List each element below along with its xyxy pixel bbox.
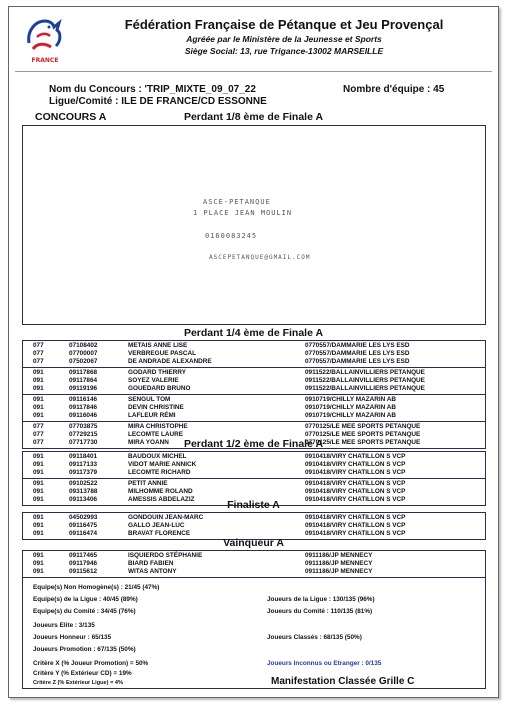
player-license: 09115612: [69, 568, 98, 575]
player-club: 0910418/VIRY CHATILLON S VCP: [305, 514, 406, 521]
header: [9, 7, 498, 77]
player-row: [23, 385, 485, 393]
statistics-box: [22, 577, 486, 689]
player-row: [23, 568, 485, 576]
stat-elite: Joueurs Elite : 3/135: [33, 622, 95, 629]
player-row: [23, 358, 485, 366]
player-club: 0770125/LE MEE SPORTS PETANQUE: [305, 439, 421, 446]
player-license: 07502067: [69, 358, 98, 365]
player-license: 09113406: [69, 496, 98, 503]
team-count: Nombre d'équipe : 45: [343, 84, 445, 95]
finaliste-box: [22, 512, 486, 540]
player-department: 091: [33, 480, 44, 487]
stat-comite-equipes: Equipe(s) du Comité : 34/45 (76%): [33, 608, 136, 615]
player-license: 09117133: [69, 461, 98, 468]
federation-title: Fédération Française de Pétanque et Jeu Provençal: [124, 17, 444, 32]
stat-honneur: Joueurs Honneur : 65/135: [33, 634, 112, 641]
player-department: 091: [33, 369, 44, 376]
player-license: 09116146: [69, 396, 98, 403]
player-name: LECOMTE LAURE: [128, 431, 184, 438]
player-license: 09117864: [69, 377, 98, 384]
club-stamp-phone: 0160083245: [205, 232, 258, 240]
player-club: 0770557/DAMMARIE LES LYS ESD: [305, 350, 410, 357]
player-department: 077: [33, 350, 44, 357]
player-department: 091: [33, 404, 44, 411]
team-group: [23, 513, 485, 539]
logo-text: FRANCE: [31, 57, 59, 64]
player-department: 091: [33, 552, 44, 559]
player-name: SOYEZ VALERIE: [128, 377, 179, 384]
player-department: 091: [33, 514, 44, 521]
player-name: AMESSIS ABDELAZIZ: [128, 496, 195, 503]
player-row: [23, 552, 485, 560]
player-license: 09117946: [69, 560, 98, 567]
player-club: 0770557/DAMMARIE LES LYS ESD: [305, 358, 410, 365]
player-license: 09117465: [69, 552, 98, 559]
player-row: [23, 453, 485, 461]
concours-label: CONCOURS A: [35, 111, 107, 123]
player-row: [23, 560, 485, 568]
section-title-huitieme: Perdant 1/8 ème de Finale A: [183, 111, 324, 123]
player-department: 091: [33, 385, 44, 392]
player-department: 077: [33, 342, 44, 349]
player-license: 09119196: [69, 385, 98, 392]
player-club: 0910418/VIRY CHATILLON S VCP: [305, 480, 406, 487]
player-club: 0910719/CHILLY MAZARIN AB: [305, 396, 397, 403]
player-name: SENGUL TOM: [128, 396, 171, 403]
club-stamp-email: ASCEPETANQUE@GMAIL.COM: [209, 254, 311, 261]
section-title-demi: Perdant 1/2 ème de Finale A: [183, 438, 324, 450]
player-department: 091: [33, 560, 44, 567]
player-name: MIRA CHRISTOPHE: [128, 423, 188, 430]
stat-critere-z: Critère Z (% Extérieur Ligue) = 4%: [33, 680, 123, 686]
player-name: GONDOUIN JEAN-MARC: [128, 514, 204, 521]
player-club: 0910418/VIRY CHATILLON S VCP: [305, 522, 406, 529]
player-club: 0911186/JP MENNECY: [305, 552, 373, 559]
player-name: DE ANDRADE ALEXANDRE: [128, 358, 212, 365]
player-department: 091: [33, 469, 44, 476]
player-club: 0910418/VIRY CHATILLON S VCP: [305, 469, 406, 476]
league-committee: Ligue/Comité : ILE DE FRANCE/CD ESSONNE: [49, 96, 267, 107]
player-row: [23, 488, 485, 496]
player-row: [23, 369, 485, 377]
stat-non-homogene: Equipe(s) Non Homogène(s) : 21/45 (47%): [33, 584, 160, 591]
player-license: 07700007: [69, 350, 98, 357]
stat-classes: Joueurs Classés : 68/135 (50%): [267, 634, 362, 641]
vainqueur-box: [22, 550, 486, 578]
player-license: 09116475: [69, 522, 98, 529]
player-club: 0910418/VIRY CHATILLON S VCP: [305, 488, 406, 495]
player-club: 0911522/BALLAINVILLIERS PETANQUE: [305, 369, 425, 376]
player-license: 09313788: [69, 488, 98, 495]
player-department: 091: [33, 396, 44, 403]
player-row: [23, 404, 485, 412]
player-name: MIRA YOANN: [128, 439, 169, 446]
player-license: 09116474: [69, 530, 98, 537]
player-name: PETIT ANNIE: [128, 480, 168, 487]
player-club: 0911522/BALLAINVILLIERS PETANQUE: [305, 385, 425, 392]
player-license: 09102522: [69, 480, 98, 487]
player-license: 07703875: [69, 423, 98, 430]
player-club: 0910719/CHILLY MAZARIN AB: [305, 404, 397, 411]
player-license: 09117868: [69, 369, 98, 376]
player-department: 091: [33, 568, 44, 575]
club-stamp-name: ASCE-PETANQUE: [203, 198, 271, 206]
player-club: 0770125/LE MEE SPORTS PETANQUE: [305, 423, 421, 430]
grille-classification: Manifestation Classée Grille C: [271, 676, 415, 687]
team-group: [23, 551, 485, 577]
player-license: 09117379: [69, 469, 98, 476]
player-department: 091: [33, 488, 44, 495]
stat-critere-y: Critère Y (% Extérieur CD) = 19%: [33, 670, 132, 677]
huitieme-box: [22, 125, 486, 325]
player-club: 0910719/CHILLY MAZARIN AB: [305, 412, 397, 419]
player-row: [23, 461, 485, 469]
quart-box: [22, 340, 486, 449]
player-license: 07717730: [69, 439, 98, 446]
demi-box: [22, 451, 486, 506]
player-club: 0910418/VIRY CHATILLON S VCP: [305, 461, 406, 468]
player-name: GALLO JEAN-LUC: [128, 522, 185, 529]
concours-name: Nom du Concours : 'TRIP_MIXTE_09_07_22: [49, 84, 256, 95]
player-department: 091: [33, 453, 44, 460]
player-license: 09116046: [69, 412, 98, 419]
header-divider: [15, 71, 492, 72]
player-department: 091: [33, 530, 44, 537]
player-row: [23, 423, 485, 431]
player-license: 09117846: [69, 404, 98, 411]
player-name: LAFLEUR RÉMI: [128, 412, 176, 419]
player-department: 091: [33, 412, 44, 419]
player-department: 091: [33, 522, 44, 529]
player-department: 091: [33, 496, 44, 503]
player-department: 091: [33, 461, 44, 468]
player-row: [23, 342, 485, 350]
section-title-vainqueur: Vainqueur A: [223, 537, 284, 549]
player-club: 0770125/LE MEE SPORTS PETANQUE: [305, 431, 421, 438]
federation-address: Siège Social: 13, rue Trigance-13002 MARSEILLE: [184, 46, 384, 56]
player-row: [23, 469, 485, 477]
player-row: [23, 350, 485, 358]
player-department: 077: [33, 431, 44, 438]
player-department: 091: [33, 377, 44, 384]
player-row: [23, 377, 485, 385]
federation-agreement: Agréée par le Ministère de la Jeunesse et Sports: [186, 34, 382, 44]
player-license: 07729215: [69, 431, 98, 438]
player-name: LECOMTE RICHARD: [128, 469, 191, 476]
player-name: DEVIN CHRISTINE: [128, 404, 184, 411]
stat-critere-x: Critère X (% Joueur Promotion) = 50%: [33, 660, 149, 667]
player-club: 0911186/JP MENNECY: [305, 560, 373, 567]
stat-ligue-equipes: Equipe(s) de la Ligue : 40/45 (89%): [33, 596, 138, 603]
player-row: [23, 412, 485, 420]
player-name: METAIS ANNE LISE: [128, 342, 188, 349]
player-club: 0911522/BALLAINVILLIERS PETANQUE: [305, 377, 425, 384]
player-name: MILHOMME ROLAND: [128, 488, 193, 495]
team-group: [23, 368, 485, 395]
player-club: 0910418/VIRY CHATILLON S VCP: [305, 496, 406, 503]
player-license: 07108402: [69, 342, 98, 349]
player-club: 0911186/JP MENNECY: [305, 568, 373, 575]
player-club: 0770557/DAMMARIE LES LYS ESD: [305, 342, 410, 349]
player-department: 077: [33, 358, 44, 365]
player-department: 077: [33, 423, 44, 430]
team-group: [23, 341, 485, 368]
team-group: [23, 452, 485, 479]
player-row: [23, 396, 485, 404]
section-title-quart: Perdant 1/4 ème de Finale A: [183, 327, 324, 339]
player-row: [23, 514, 485, 522]
player-name: ISQUIERDO STÉPHANIE: [128, 552, 203, 559]
document-page: [8, 6, 499, 698]
stat-joueurs-comite: Joueurs du Comité : 110/135 (81%): [267, 608, 373, 615]
stat-promotion: Joueurs Promotion : 67/135 (50%): [33, 646, 136, 653]
player-name: GODARD THIERRY: [128, 369, 186, 376]
stat-inconnus: Joueurs Inconnus ou Etranger : 0/135: [267, 660, 382, 667]
player-name: WITAS ANTONY: [128, 568, 177, 575]
player-club: 0910418/VIRY CHATILLON S VCP: [305, 453, 406, 460]
stat-joueurs-ligue: Joueurs de la Ligue : 130/135 (96%): [267, 596, 375, 603]
ffpjp-rooster-logo-icon: [23, 13, 67, 67]
player-license: 09118401: [69, 453, 98, 460]
player-name: GOUEDARD BRUNO: [128, 385, 191, 392]
player-name: BIARD FABIEN: [128, 560, 174, 567]
player-name: BAUDOUX MICHEL: [128, 453, 187, 460]
player-license: 04502993: [69, 514, 98, 521]
player-row: [23, 480, 485, 488]
club-stamp-address: 1 PLACE JEAN MOULIN: [193, 209, 293, 217]
player-name: VIDOT MARIE ANNICK: [128, 461, 197, 468]
player-club: 0910418/VIRY CHATILLON S VCP: [305, 530, 406, 537]
player-name: BRAVAT FLORENCE: [128, 530, 191, 537]
player-row: [23, 522, 485, 530]
player-name: VERBREGUE PASCAL: [128, 350, 197, 357]
section-title-finaliste: Finaliste A: [227, 499, 280, 511]
team-group: [23, 395, 485, 422]
player-department: 077: [33, 439, 44, 446]
